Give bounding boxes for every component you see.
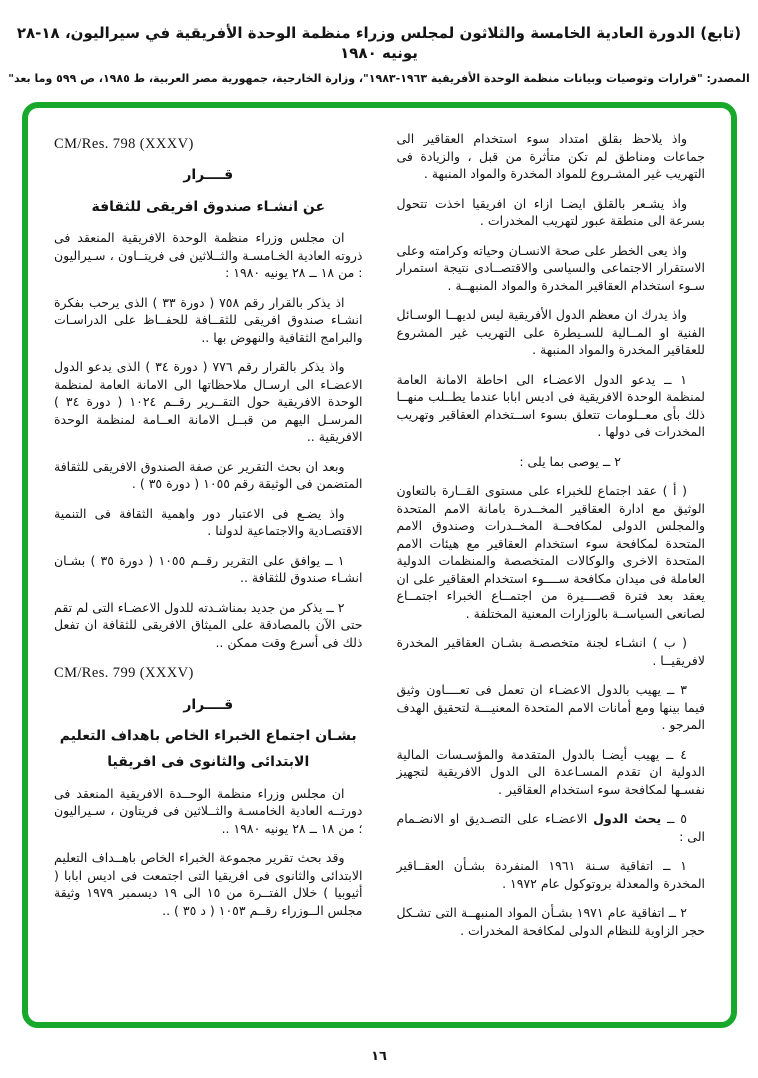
paragraph: ٢ ــ يذكر من جديد بمناشـدته للدول الاعضـاء التى لم تقم حتى الآن بالمصادقة على الميثاق الافريقى للثقافة ان تفعل ذلك فى أسرع وقت ممكن .. bbox=[54, 599, 363, 650]
resolution-heading: عن انشـاء صندوق افريقى للثقافة bbox=[91, 198, 326, 215]
paragraph: ٣ ــ يهيب بالدول الاعضـاء ان تعمل فى تعــــاون وثيق فيما بينها ومع أمانات الامم المتحدة المعنيـــة لتحقيق الهدف المرجو . bbox=[396, 682, 705, 732]
paragraph: واذ يعى الخطر على صحة الانسـان وحياته وكرامته وعلى الاستقرار الاجتماعى والسياسى والاقتصــادى نتيجة استمرار سـوء استخدام العقاقير المخدرة والمواد المنبهــة . bbox=[396, 242, 705, 293]
paragraph: ( أ ) عقد اجتماع للخبراء على مستوى القــارة بالتعاون الوثيق مع ادارة العقاقير المخــدرة بامانة الامم المتحدة والمجلس الدولى لمكافحــة المخــدرات وصندوق الامم المتحدة لمكافحة سوء استخدام العقاقير مع هيئات الامم المتحدة الاخرى والوكالات المتخصصة والمنظمات الدولية العاملة فى ميدان مكافحة ســــوء استخدام العقاقير على ان يعقد بعد فترة قصــــيرة من اجتمــاع الخبراء اجتمــاع لصانعى السياســة بالوزارات المعنية المختلفة . bbox=[396, 483, 705, 621]
paragraph: اذ يذكر بالقرار رقم ٧٥٨ ( دورة ٣٣ ) الذى يرحب بفكرة انشـاء صندوق افريقى للثقــافة للحفــاظ على الدراسـات والبرامج الثقافية والنهوض بها .. bbox=[54, 294, 363, 345]
paragraph: واذ يضـع فى الاعتبار دور واهمية الثقافة فى التنمية الاقتصـادية والاجتماعية لدولنا . bbox=[54, 505, 363, 539]
paragraph: ان مجلس وزراء منظمة الوحدة الافريقية المنعقد فى ذروته العادية الخـامسـة والثــلاثين فى فريتــاون ، سـيراليون : من ١٨ ــ ٢٨ يونيه ١٩٨٠ : bbox=[54, 230, 363, 281]
paragraph: وبعد ان بحث التقرير عن صفة الصندوق الافريقى للثقافة المتضمن فى الوثيقة رقم ١٠٥٥ ( دورة ٣٥ ) . bbox=[54, 458, 363, 492]
resolution-code: CM/Res. 798 (XXXV) bbox=[54, 136, 194, 152]
resolution-heading: الابتدائى والثانوى فى افريقيا bbox=[107, 753, 310, 770]
paragraph bbox=[397, 810, 706, 845]
paragraph: وقد بحث تقرير مجموعة الخبراء الخاص باهــداف التعليم الابتدائى والثانوى فى افريقيا التى اجتمعت فى اديس ابابا ( أثيوبيا ) خلال الفتــرة من ١٥ الى ١٩ ديسمبر ١٩٧٩ وثيقة مجلس الــوزراء رقــم ١٠٥٣ ( د ٣٥ ) .. bbox=[54, 850, 363, 918]
paragraph: ١ ــ يوافق على التقرير رقــم ١٠٥٥ ( دورة ٣٥ ) بشـان انشـاء صندوق للثقافة .. bbox=[54, 552, 363, 586]
paragraph: ٢ ــ اتفاقية عام ١٩٧١ بشـأن المواد المنبهــة التى تشـكل حجر الزاوية للنظام الدولى لمكافحة المخدرات . bbox=[396, 905, 705, 938]
resolution-code: CM/Res. 799 (XXXV) bbox=[54, 665, 194, 682]
left-column-resolutions-798-799 bbox=[54, 130, 363, 1008]
paragraph: واذ يشـعر بالقلق ايضـا ازاء ان افريقيا اخذت تتحول بسرعة الى منطقة عبور لتهريب المخدرات . bbox=[396, 195, 705, 228]
green-border-content-box bbox=[22, 102, 737, 1028]
page-header bbox=[0, 0, 758, 85]
right-column-drug-resolution-continuation bbox=[397, 130, 706, 1008]
paragraph: ١ ــ اتفاقية سـنة ١٩٦١ المنفردة بشـأن العقــاقير المخدرة والمعدلة بروتوكول عام ١٩٧٢ . bbox=[396, 858, 705, 891]
bold-operative-verb: يحث الدول bbox=[593, 811, 662, 826]
paragraph: واذ يلاحظ بقلق امتداد سوء استخدام العقاقير الى جماعات ومناطق لم تكن متأثرة من قبل ، والزيادة فى التهريب غير المشـروع للمواد المخدرة والمواد المنبهة . bbox=[396, 131, 705, 181]
paragraph: ١ ــ يدعو الدول الاعضـاء الى احاطة الامانة العامة لمنظمة الوحدة الافريقية فى اديس ابابا عندما يطــلب منهــا ذلك بأى معــلومات تتعلق بسوء اســتخدام العقاقير وتهريب المخدرات فى دولها . bbox=[396, 371, 705, 439]
page-number: ١٦ bbox=[371, 1049, 387, 1064]
paragraph: ٤ ــ يهيب أيضـا بالدول المتقدمة والمؤسـسات المالية الدولية ان تقدم المسـاعدة الى الدول الافريقية لتجهيز نفسـها لمكافحة سوء استخدام العقاقير . bbox=[396, 746, 705, 797]
two-column-layout bbox=[54, 130, 705, 1008]
paragraph-text: الاعضـاء على التصـديق او الانضـمام الى : bbox=[396, 811, 705, 844]
resolution-heading: قــــرار bbox=[183, 696, 234, 713]
paragraph: واذ يدرك ان معظم الدول الأفريقية ليس لديهــا الوسـائل الفنية او المــالية للسـيطرة على التهريب غير المشروع للعقاقير المخدرة والمواد المنبهة . bbox=[396, 307, 705, 357]
resolution-heading: بشـان اجتماع الخبراء الخاص باهداف التعليم bbox=[59, 728, 357, 745]
paragraph: ان مجلس وزراء منظمة الوحــدة الافريقية المنعقد فى دورتــه العادية الخامسـة والثــلاثين فى فريتاون ، سـيراليون ؛ من ١٨ ــ ٢٨ يونيه ١٩٨٠ .. bbox=[54, 785, 363, 836]
paragraph: واذ يذكر بالقرار رقم ٧٧٦ ( دورة ٣٤ ) الذى يدعو الدول الاعضـاء الى ارسـال ملاحظاتها الى الامانة العامة لمنظمة الوحدة الافريقية حول التقــرير رقــم ١٠٢٤ ( دورة ٣٤ ) المرسـل اليهم من قبــل الامانة العــامة لمنظمة الوحدة الافريقية .. bbox=[54, 359, 363, 445]
paragraph: ٢ ــ يوصى بما يلى : bbox=[519, 453, 621, 469]
resolution-heading: قــــرار bbox=[183, 167, 234, 184]
paragraph: ( ب ) انشـاء لجنة متخصصـة بشـان العقاقير المخدرة لافريقيــا . bbox=[396, 635, 705, 668]
session-title: (تابع) الدورة العادية الخامسة والثلاثون لمجلس وزراء منظمة الوحدة الأفريقية في سيراليون، ١٨-٢٨ يونيه ١٩٨٠ bbox=[16, 24, 742, 62]
source-citation: المصدر: "قرارات وتوصيات وبيانات منظمة الوحدة الأفريقية ١٩٦٣-١٩٨٣"، وزارة الخارجية، جمهورية مصر العربية، ط ١٩٨٥، ص ٥٩٩ وما بعد" bbox=[8, 72, 750, 85]
paragraph-text: ٥ ــ bbox=[661, 811, 687, 826]
